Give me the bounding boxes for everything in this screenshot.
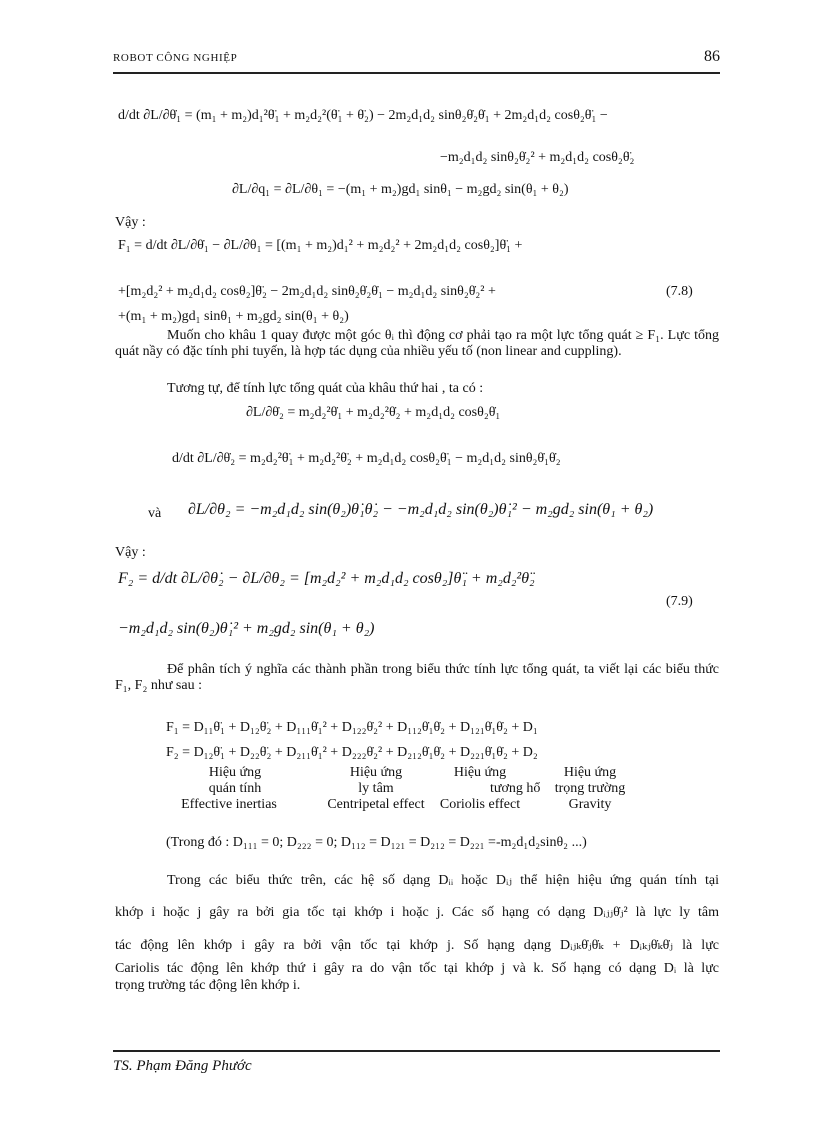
paragraph-line: khớp i hoặc j gây ra bởi gia tốc tại khớp i hoặc j. Các số hạng có dạng Dᵢⱼⱼθ̇ⱼ² là lực ly tâm bbox=[115, 905, 719, 920]
effect-vi: Hiệu ứng bbox=[349, 765, 403, 780]
paragraph-line: Cariolis tác động lên khớp thứ i gây ra do vận tốc tại khớp j và k. Số hạng có dạng Dᵢ là lực bbox=[115, 961, 719, 976]
effect-vi2: quán tính bbox=[208, 781, 262, 796]
equation-f1: +(m₁ + m₂)gd₁ sinθ₁ + m₂gd₂ sin(θ₁ + θ₂) bbox=[118, 309, 349, 324]
effect-label bbox=[540, 765, 640, 813]
effect-en: Effective inertias bbox=[181, 797, 277, 812]
effect-en: Coriolis effect bbox=[439, 797, 521, 812]
effect-vi2: tương hổ bbox=[490, 781, 541, 796]
footer-rule bbox=[113, 1050, 720, 1052]
effect-vi2: ly tâm bbox=[358, 781, 394, 796]
equation-line: ∂L/∂θ̇₂ = m₂d₂²θ̇₁ + m₂d₂²θ̇₂ + m₂d₁d₂ cosθ₂θ̇₁ bbox=[246, 405, 501, 420]
equation-f2: −m₂d₁d₂ sin(θ₂)θ̇₁² + m₂gd₂ sin(θ₁ + θ₂) bbox=[118, 620, 375, 637]
equation-number: (7.9) bbox=[666, 594, 693, 609]
label-vay: Vậy : bbox=[115, 545, 146, 560]
paragraph-line: tác động lên khớp i gây ra bởi vận tốc tại khớp j. Số hạng dạng Dᵢⱼₖθ̇ⱼθ̇ₖ + Dᵢₖⱼθ̇ₖθ̇ⱼ là lực bbox=[115, 938, 719, 953]
effect-en: Gravity bbox=[568, 797, 612, 812]
equation-line: −m₂d₁d₂ sinθ₂θ̇₂² + m₂d₁d₂ cosθ₂θ̈₂ bbox=[440, 150, 635, 165]
summary-equation: F₁ = D₁₁θ̈₁ + D₁₂θ̈₂ + D₁₁₁θ̇₁² + D₁₂₂θ̇₂² + D₁₁₂θ̇₁θ̇₂ + D₁₂₁θ̇₁θ̇₂ + D₁ bbox=[166, 720, 538, 735]
effect-en: Centripetal effect bbox=[327, 797, 425, 812]
equation-line: d/dt ∂L/∂θ̇₂ = m₂d₂²θ̈₁ + m₂d₂²θ̈₂ + m₂d₁d₂ cosθ₂θ̈₁ − m₂d₁d₂ sinθ₂θ̇₁θ̇₂ bbox=[172, 451, 561, 466]
label-va: và bbox=[148, 506, 162, 521]
summary-equation: F₂ = D₁₂θ̈₁ + D₂₂θ̈₂ + D₂₁₁θ̇₁² + D₂₂₂θ̇₂² + D₂₁₂θ̇₁θ̇₂ + D₂₂₁θ̇₁θ̇₂ + D₂ bbox=[166, 745, 538, 760]
effect-label bbox=[181, 765, 280, 813]
effect-label bbox=[430, 765, 541, 813]
paragraph: Để phân tích ý nghĩa các thành phần trong biểu thức tính lực tổng quát, ta viết lại các biểu thức F₁, F₂ như sau : bbox=[115, 662, 719, 693]
page-header bbox=[113, 48, 720, 74]
equation-line: ∂L/∂θ₂ = −m₂d₁d₂ sin(θ₂)θ̇₁θ̇₂ − −m₂d₁d₂ sin(θ₂)θ̇₁² − m₂gd₂ sin(θ₁ + θ₂) bbox=[188, 501, 654, 518]
effect-vi: Hiệu ứng bbox=[208, 765, 262, 780]
equation-f2: F₂ = d/dt ∂L/∂θ̇₂ − ∂L/∂θ₂ = [m₂d₂² + m₂d₁d₂ cosθ₂]θ̈₁ + m₂d₂²θ̈₂ bbox=[118, 570, 535, 587]
running-title: ROBOT CÔNG NGHIỆP bbox=[113, 52, 238, 64]
label-vay: Vậy : bbox=[115, 215, 146, 230]
paragraph-line: Trong các biểu thức trên, các hệ số dạng Dᵢᵢ hoặc Dᵢⱼ thể hiện hiệu ứng quán tính tại bbox=[167, 873, 719, 888]
paragraph-line: trọng trường tác động lên khớp i. bbox=[115, 978, 301, 993]
footer-author: TS. Phạm Đăng Phước bbox=[113, 1058, 252, 1074]
paragraph: Muốn cho khâu 1 quay được một góc θᵢ thì động cơ phải tạo ra một lực tổng quát ≥ F₁. Lực tổng quát nầy có đặc tính phi tuyến, là hợp tác dụng của nhiều yếu tố (non linear and cuppling). bbox=[115, 328, 719, 359]
equation-line: d/dt ∂L/∂θ̇₁ = (m₁ + m₂)d₁²θ̈₁ + m₂d₂²(θ̈₁ + θ̈₂) − 2m₂d₁d₂ sinθ₂θ̇₂θ̇₁ + 2m₂d₁d₂ cosθ₂θ̈₁ − bbox=[118, 108, 608, 123]
effect-label bbox=[322, 765, 430, 813]
page-number: 86 bbox=[704, 48, 720, 65]
effect-vi2: trọng trường bbox=[554, 781, 626, 796]
equation-line: ∂L/∂q₁ = ∂L/∂θ₁ = −(m₁ + m₂)gd₁ sinθ₁ − m₂gd₂ sin(θ₁ + θ₂) bbox=[232, 182, 569, 197]
paragraph: Tương tự, để tính lực tổng quát của khâu thứ hai , ta có : bbox=[167, 381, 484, 396]
effect-vi: Hiệu ứng bbox=[563, 765, 617, 780]
effect-vi: Hiệu ứng bbox=[453, 765, 507, 780]
equation-f1: F₁ = d/dt ∂L/∂θ̇₁ − ∂L/∂θ₁ = [(m₁ + m₂)d₁² + m₂d₂² + 2m₂d₁d₂ cosθ₂]θ̈₁ + bbox=[118, 238, 523, 253]
equation-number: (7.8) bbox=[666, 284, 693, 299]
equation-f1: +[m₂d₂² + m₂d₁d₂ cosθ₂]θ̈₂ − 2m₂d₁d₂ sinθ₂θ̇₂θ̇₁ − m₂d₁d₂ sinθ₂θ̇₂² + bbox=[118, 284, 496, 299]
note: (Trong đó : D₁₁₁ = 0; D₂₂₂ = 0; D₁₁₂ = D₁₂₁ = D₂₁₂ = D₂₂₁ =-m₂d₁d₂sinθ₂ ...) bbox=[166, 835, 587, 850]
